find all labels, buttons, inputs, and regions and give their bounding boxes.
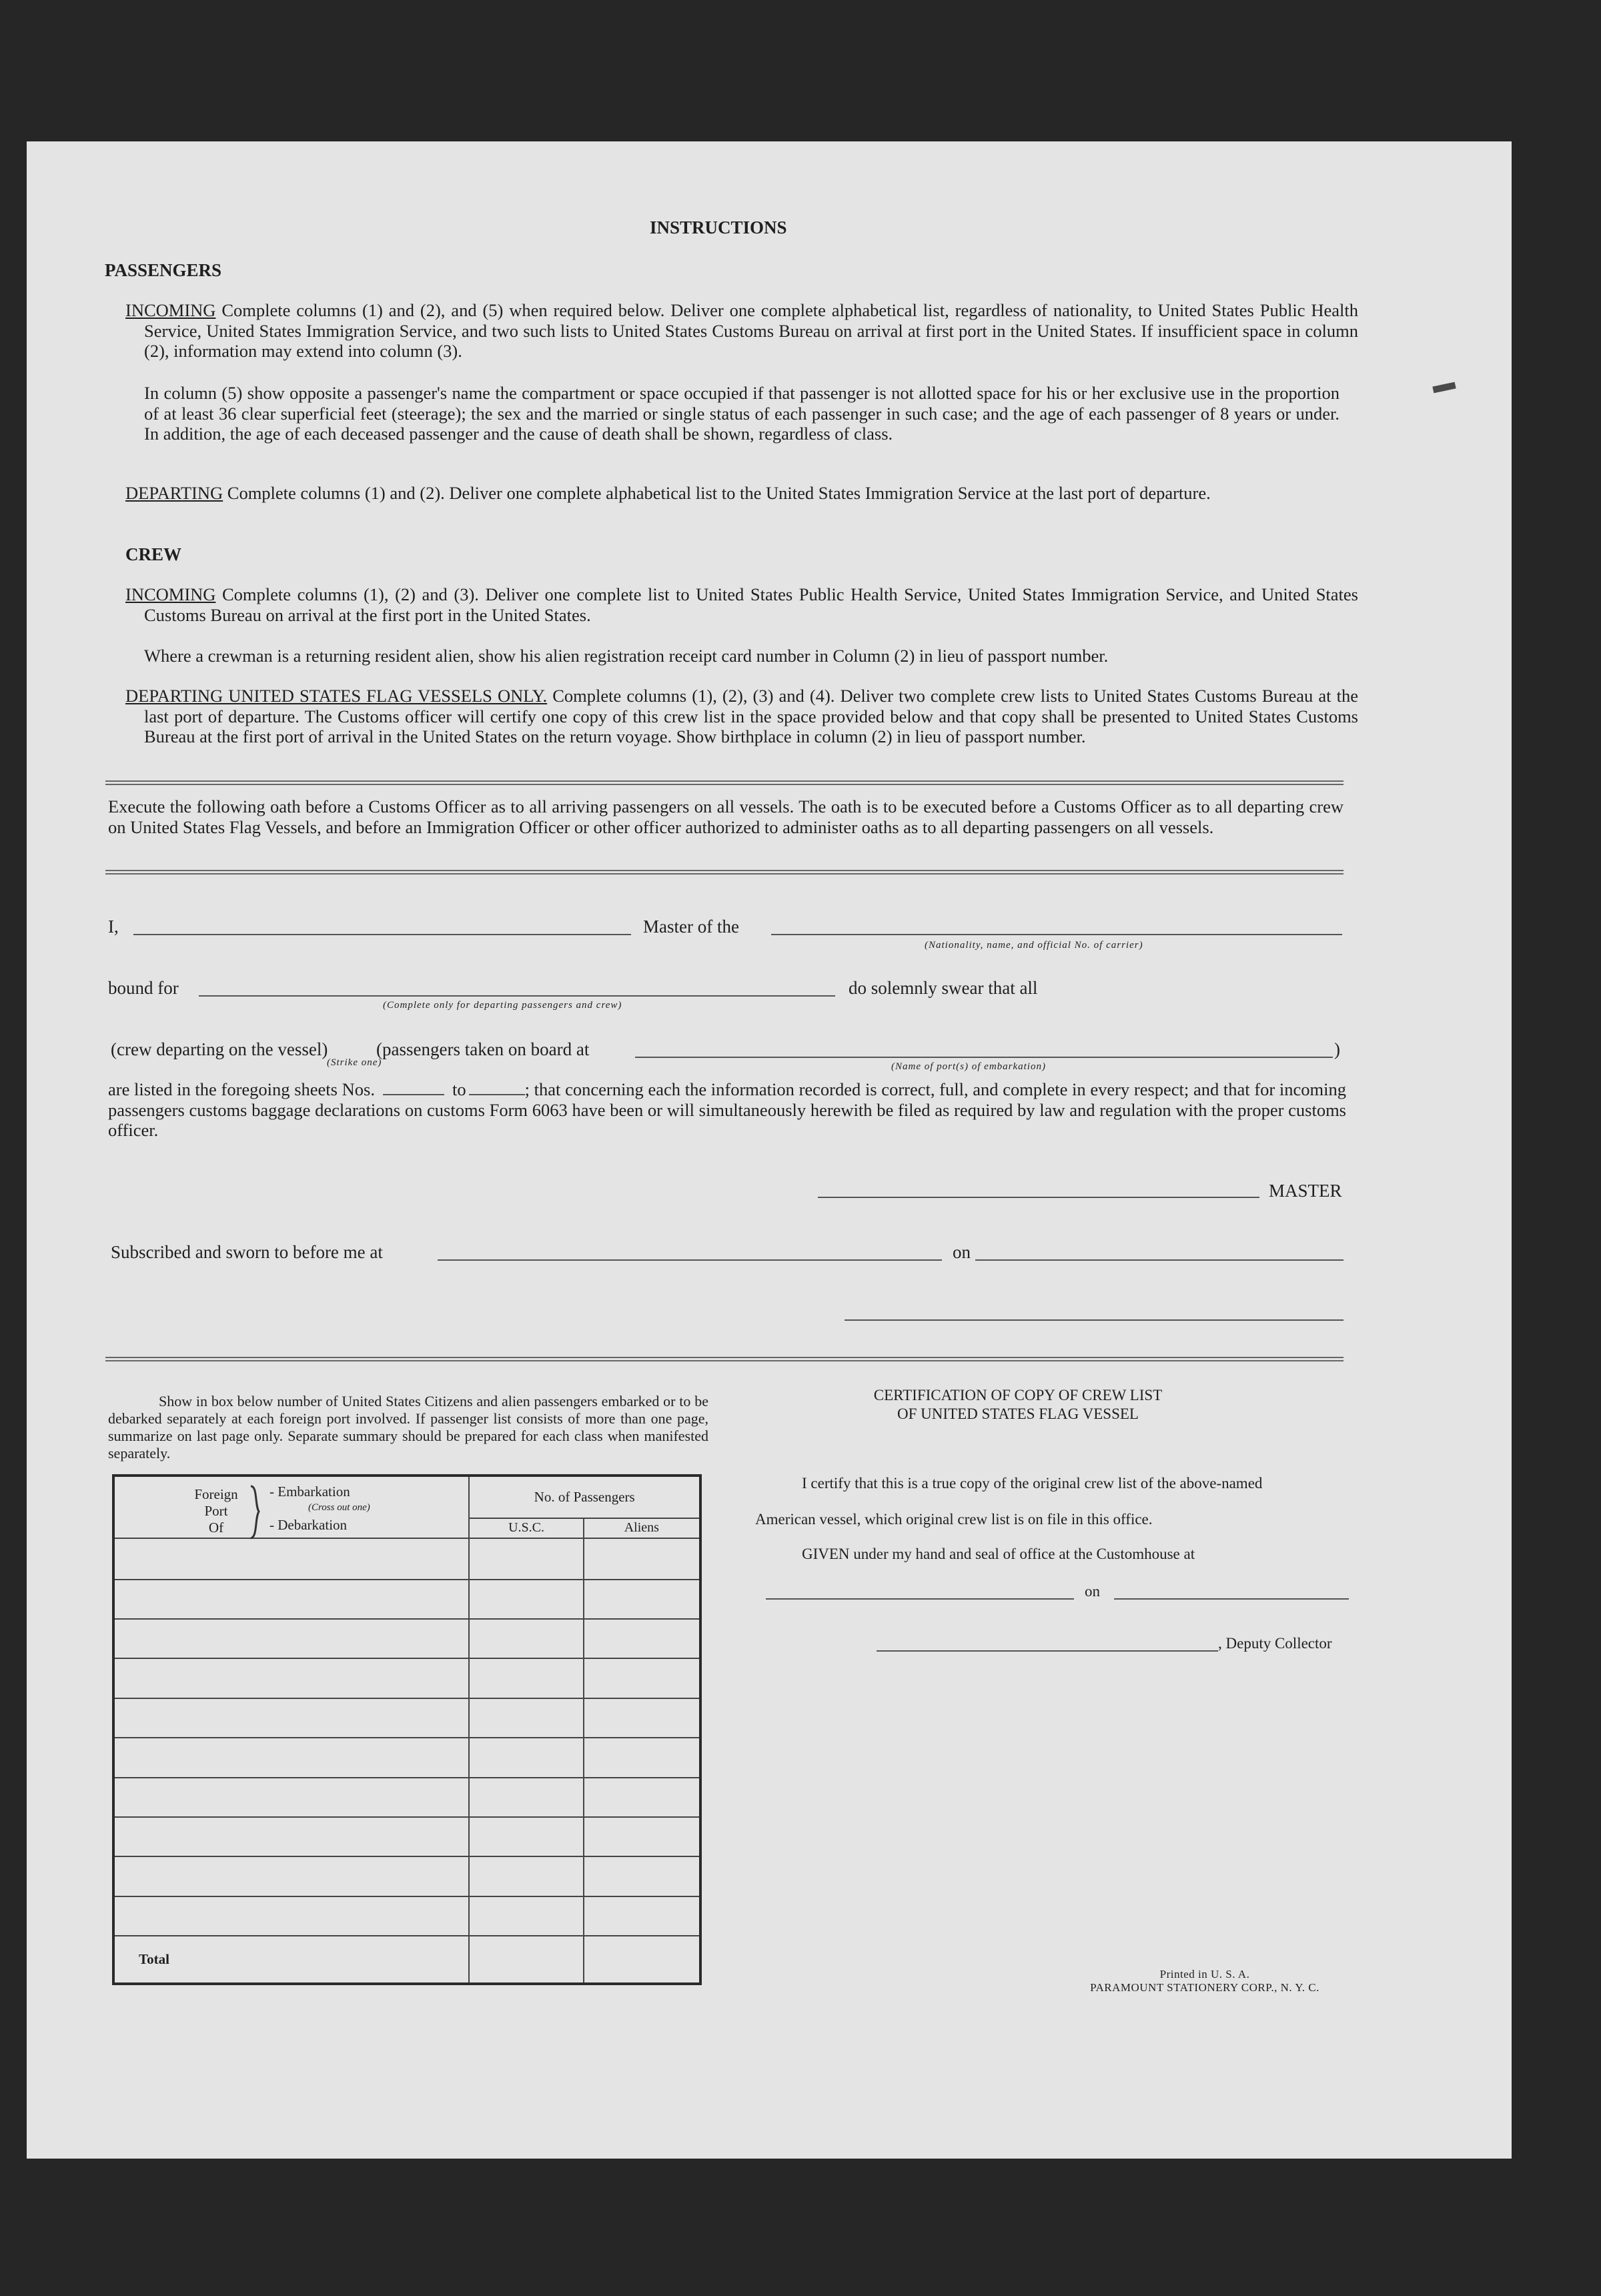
usc-cell[interactable] — [469, 1817, 583, 1856]
aliens-cell[interactable] — [584, 1698, 700, 1738]
bound-for-label: bound for — [108, 978, 179, 998]
table-row — [113, 1856, 700, 1896]
passengers-departing-text: Complete columns (1) and (2). Deliver one complete alphabetical list to the United States Immigration Service at the last port of departure. — [223, 483, 1211, 503]
certification-title-line2: OF UNITED STATES FLAG VESSEL — [897, 1405, 1139, 1422]
passengers-taken-option: (passengers taken on board at — [376, 1039, 590, 1059]
usc-cell[interactable] — [469, 1580, 583, 1619]
embarkation-option: - Embarkation — [270, 1484, 350, 1500]
deputy-collector-label: , Deputy Collector — [1218, 1635, 1332, 1652]
listed-text: ; that concerning each the information recorded is correct, full, and complete in every respect; and that for incoming passengers customs baggage declarations on customs Form 6063 have been or will simultaneously herewith be filed as required by law and regulation with the proper customs officer. — [108, 1079, 1347, 1140]
no-passengers-header: No. of Passengers — [469, 1476, 700, 1518]
ports-caption: (Name of port(s) of embarkation) — [891, 1061, 1046, 1072]
aliens-cell[interactable] — [584, 1580, 700, 1619]
port-cell[interactable] — [113, 1817, 469, 1856]
port-header-cell — [113, 1476, 469, 1538]
usc-cell[interactable] — [469, 1738, 583, 1777]
aliens-cell[interactable] — [584, 1778, 700, 1817]
usc-cell[interactable] — [469, 1778, 583, 1817]
crew-incoming-paragraph — [125, 584, 1358, 625]
certify-line2: American vessel, which original crew list is on file in this office. — [755, 1511, 1153, 1528]
table-row — [113, 1817, 700, 1856]
usc-cell[interactable] — [469, 1619, 583, 1658]
summary-instructions: Show in box below number of United States Citizens and alien passengers embarked or to be debarked separately at each foreign port involved. If passenger list consists of more than one page, summarize on last page only. Separate summary should be prepared for each class when manifested separately. — [108, 1393, 708, 1462]
crew-departing-option: (crew departing on the vessel) — [111, 1039, 328, 1059]
table-row — [113, 1778, 700, 1817]
crew-departing-text: Complete columns (1), (2), (3) and (4). Deliver two complete crew lists to United States Customs Bureau at the last port of departure. The Customs officer will certify one copy of this crew list in the space provided below and that copy shall be presented to United States Customs Bureau at the first port of arrival in the United States on the return voyage. Show birthplace in column (2) in lieu of passport number. — [144, 686, 1358, 746]
scan-speck — [1432, 382, 1456, 394]
sworn-place-field[interactable] — [438, 1259, 942, 1261]
passengers-departing-label: DEPARTING — [125, 483, 223, 503]
passengers-departing-paragraph — [125, 483, 1358, 504]
port-cell[interactable] — [113, 1738, 469, 1777]
passengers-column5-paragraph: In column (5) show opposite a passenger's name the compartment or space occupied if that passenger is not allotted space for his or her exclusive use in the proportion of at least 36 clear superficial feet (steerage); the sex and the married or single status of each passenger in such case; and the age of each passenger of 8 years or under. In addition, the age of each deceased passenger and the cause of death shall be shown, regardless of class. — [144, 383, 1340, 444]
page-title: INSTRUCTIONS — [650, 217, 787, 237]
aliens-cell[interactable] — [584, 1619, 700, 1658]
of-label: Of — [208, 1520, 224, 1536]
printer-imprint — [1058, 1968, 1352, 1994]
aliens-total-cell[interactable] — [584, 1936, 700, 1984]
usc-cell[interactable] — [469, 1896, 583, 1936]
passenger-summary-table — [112, 1474, 702, 1985]
printer-line1: Printed in U. S. A. — [1159, 1968, 1250, 1980]
crew-incoming-text: Complete columns (1), (2) and (3). Deliver one complete list to United States Public Health Service, United States Immigration Service, and United States Customs Bureau on arrival at the first port in the United States. — [144, 584, 1358, 625]
certify-line1: I certify that this is a true copy of the original crew list of the above-named — [802, 1475, 1263, 1492]
printer-line2: PARAMOUNT STATIONERY CORP., N. Y. C. — [1090, 1981, 1319, 1994]
oath-divider — [105, 870, 1344, 875]
table-row — [113, 1896, 700, 1936]
port-cell[interactable] — [113, 1619, 469, 1658]
aliens-cell[interactable] — [584, 1856, 700, 1896]
usc-cell[interactable] — [469, 1538, 583, 1579]
given-text: GIVEN under my hand and seal of office at the Customhouse at — [802, 1546, 1195, 1562]
total-row — [113, 1936, 700, 1984]
crew-departing-label: DEPARTING UNITED STATES FLAG VESSELS ONLY. — [125, 686, 548, 706]
carrier-caption: (Nationality, name, and official No. of carrier) — [925, 940, 1143, 951]
port-cell[interactable] — [113, 1778, 469, 1817]
sheet-from-field[interactable] — [383, 1094, 444, 1095]
port-cell[interactable] — [113, 1856, 469, 1896]
port-cell[interactable] — [113, 1538, 469, 1579]
port-cell[interactable] — [113, 1580, 469, 1619]
table-row — [113, 1580, 700, 1619]
crew-departing-paragraph — [125, 686, 1358, 747]
passengers-incoming-paragraph — [125, 300, 1358, 362]
usc-header: U.S.C. — [469, 1518, 583, 1539]
sheet-to-field[interactable] — [469, 1094, 525, 1095]
embarkation-ports-field[interactable] — [635, 1057, 1333, 1058]
debarkation-option: - Debarkation — [270, 1517, 348, 1533]
brace-icon — [248, 1485, 263, 1540]
crew-resident-paragraph: Where a crewman is a returning resident alien, show his alien registration receipt card number in Column (2) in lieu of passport number. — [144, 646, 1109, 666]
to-label: to — [452, 1079, 466, 1099]
certification-date-field[interactable] — [1114, 1598, 1349, 1600]
aliens-cell[interactable] — [584, 1817, 700, 1856]
passengers-incoming-label: INCOMING — [125, 300, 216, 320]
certification-title — [845, 1386, 1191, 1423]
officer-signature-field[interactable] — [845, 1319, 1344, 1321]
aliens-cell[interactable] — [584, 1738, 700, 1777]
port-label: Port — [204, 1503, 228, 1519]
oath-i-label: I, — [108, 917, 119, 937]
foreign-label: Foreign — [194, 1486, 238, 1502]
table-row — [113, 1619, 700, 1658]
certification-on-label: on — [1085, 1583, 1100, 1600]
carrier-field[interactable] — [771, 934, 1342, 935]
table-row — [113, 1738, 700, 1777]
form-page — [27, 141, 1512, 2159]
port-cell[interactable] — [113, 1896, 469, 1936]
sworn-date-field[interactable] — [975, 1259, 1344, 1261]
deputy-signature-field[interactable] — [877, 1650, 1218, 1652]
bound-caption: (Complete only for departing passengers and crew) — [383, 1000, 622, 1011]
usc-cell[interactable] — [469, 1698, 583, 1738]
cross-out-caption: (Cross out one) — [308, 1502, 370, 1513]
table-row — [113, 1698, 700, 1738]
master-signature-field[interactable] — [818, 1197, 1259, 1198]
aliens-header: Aliens — [584, 1518, 700, 1539]
port-cell[interactable] — [113, 1698, 469, 1738]
passengers-heading: PASSENGERS — [105, 260, 222, 280]
customhouse-field[interactable] — [766, 1598, 1074, 1600]
swear-label: do solemnly swear that all — [849, 978, 1038, 998]
certification-title-line1: CERTIFICATION OF COPY OF CREW LIST — [873, 1387, 1163, 1403]
aliens-cell[interactable] — [584, 1658, 700, 1698]
table-row — [113, 1658, 700, 1698]
aliens-cell[interactable] — [584, 1896, 700, 1936]
oath-intro: Execute the following oath before a Customs Officer as to all arriving passengers on all vessels. The oath is to be executed before a Customs Officer as to all departing crew on United States Flag Vessels, and before an Immigration Officer or other officer authorized to administer oaths as to all departing passengers on all vessels. — [108, 796, 1344, 837]
passengers-incoming-text: Complete columns (1) and (2), and (5) when required below. Deliver one complete alphabetical list, regardless of nationality, to United States Public Health Service, United States Immigration Service, and two such lists to United States Customs Bureau on arrival at first port in the United States. If insufficient space in column (2), information may extend into column (3). — [144, 300, 1358, 361]
port-cell[interactable] — [113, 1658, 469, 1698]
section-divider — [105, 780, 1344, 785]
listed-prefix: are listed in the foregoing sheets Nos. — [108, 1079, 375, 1099]
close-paren: ) — [1334, 1039, 1340, 1059]
master-name-field[interactable] — [133, 934, 631, 935]
aliens-cell[interactable] — [584, 1538, 700, 1579]
strike-caption: (Strike one) — [327, 1057, 382, 1068]
port-header-labels — [188, 1486, 244, 1536]
crew-heading: CREW — [125, 544, 182, 564]
master-label: MASTER — [1269, 1181, 1342, 1201]
total-label: Total — [113, 1936, 469, 1984]
bound-for-field[interactable] — [199, 995, 835, 997]
lower-divider — [105, 1357, 1344, 1361]
subscribed-label: Subscribed and sworn to before me at — [111, 1242, 383, 1262]
sworn-on-label: on — [953, 1242, 971, 1262]
usc-total-cell[interactable] — [469, 1936, 583, 1984]
table-row — [113, 1538, 700, 1579]
oath-listed-paragraph — [108, 1079, 1346, 1141]
crew-incoming-label: INCOMING — [125, 584, 216, 604]
usc-cell[interactable] — [469, 1658, 583, 1698]
master-of-label: Master of the — [643, 917, 739, 937]
usc-cell[interactable] — [469, 1856, 583, 1896]
